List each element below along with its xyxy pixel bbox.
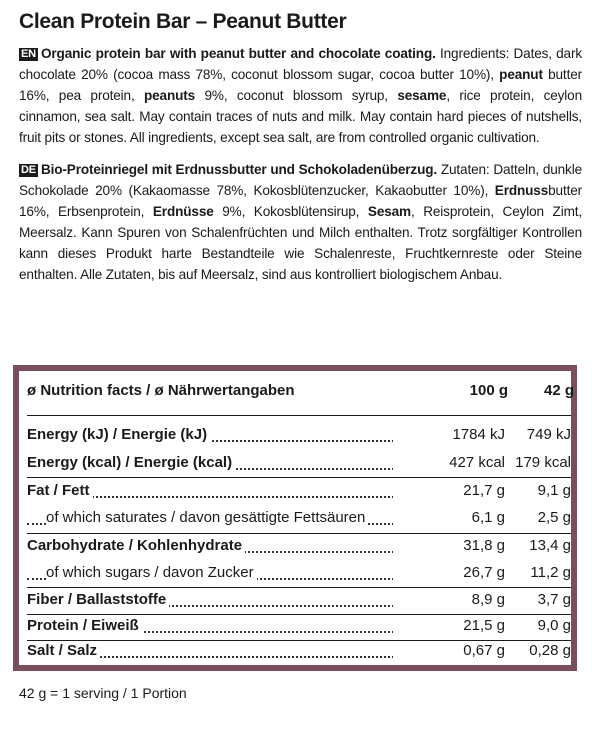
nutrition-row-fat — [27, 482, 571, 504]
nutrition-row-sugars — [27, 564, 571, 586]
de-allergen-erdnuss: Erdnuss — [494, 183, 549, 198]
lang-badge-en: EN — [21, 48, 36, 60]
col-42g-header: 42 g — [543, 382, 574, 399]
nutrition-header — [27, 382, 574, 402]
value-42g: 13,4 g — [529, 537, 571, 554]
de-text-1: Zutaten: Datteln, dunkle Schokolade 20% (Kakaomasse 78%, Kokosblütenzucker, Kakaobutter 10%), — [19, 162, 582, 198]
lang-badge-de: DE — [21, 164, 36, 176]
value-100g: 21,5 g — [393, 617, 505, 634]
row-label: of which sugars / davon Zucker — [46, 564, 257, 581]
row-divider — [27, 640, 571, 641]
value-42g: 9,0 g — [537, 617, 571, 634]
de-text-4: , Reisprotein, Ceylon Zimt, Meersalz. Kann Spuren von Schalenfrüchten und Milch enthalten. Trotz sorgfältiger Kontrollen kann dieses Produkt harte Bestandteile wie Schalenreste, Fruchtkernreste oder Steine enthalten. Alle Zutaten, bis auf Meersalz, sind aus kontrolliert biologischem Anbau. — [19, 204, 583, 282]
ingredients-english — [19, 43, 582, 148]
value-100g: 1784 kJ — [393, 426, 505, 443]
row-label: Salt / Salz — [27, 642, 100, 659]
row-divider — [27, 533, 571, 534]
en-text-1: Ingredients: Dates, dark chocolate 20% (cocoa mass 78%, coconut blossom sugar, cocoa butter 10%), — [19, 46, 582, 82]
en-allergen-peanuts: peanuts — [143, 88, 196, 103]
nutrition-row-carbohydrate — [27, 537, 571, 559]
row-label: Fiber / Ballaststoffe — [27, 591, 169, 608]
nutrition-row-saturates — [27, 509, 571, 531]
de-allergen-sesam: Sesam — [367, 204, 411, 219]
value-42g: 0,28 g — [529, 642, 571, 659]
de-lead: Bio-Proteinriegel mit Erdnussbutter und Schokoladenüberzug. — [40, 162, 438, 177]
row-label: Energy (kcal) / Energie (kcal) — [27, 454, 235, 471]
value-100g: 8,9 g — [393, 591, 505, 608]
row-label: Protein / Eiweiß — [27, 617, 142, 634]
de-text-3: 9%, Kokosblütensirup, — [213, 204, 368, 219]
row-label: Energy (kJ) / Energie (kJ) — [27, 426, 210, 443]
value-42g: 179 kcal — [515, 454, 571, 471]
nutrition-row-protein — [27, 617, 571, 639]
header-divider — [27, 415, 571, 416]
row-divider — [27, 587, 571, 588]
value-100g: 26,7 g — [393, 564, 505, 581]
col-100g-header: 100 g — [469, 382, 508, 399]
nutrition-row-energy-kcal — [27, 454, 571, 476]
ingredients-german — [19, 159, 582, 285]
en-text-3: 9%, coconut blossom syrup, — [195, 88, 398, 103]
product-title: Clean Protein Bar – Peanut Butter — [19, 10, 347, 33]
value-100g: 21,7 g — [393, 482, 505, 499]
nutrition-row-salt — [27, 642, 571, 664]
value-42g: 749 kJ — [526, 426, 571, 443]
value-42g: 3,7 g — [537, 591, 571, 608]
row-label: of which saturates / davon gesättigte Fettsäuren — [46, 509, 368, 526]
serving-note: 42 g = 1 serving / 1 Portion — [19, 685, 187, 701]
de-text-2: butter 16%, Erbsenprotein, — [19, 183, 582, 219]
value-100g: 427 kcal — [393, 454, 505, 471]
row-label: Fat / Fett — [27, 482, 93, 499]
value-100g: 0,67 g — [393, 642, 505, 659]
en-text-2: butter 16%, pea protein, — [19, 67, 582, 103]
en-allergen-sesame: sesame — [397, 88, 447, 103]
value-42g: 9,1 g — [537, 482, 571, 499]
row-divider — [27, 614, 571, 615]
value-42g: 11,2 g — [530, 564, 571, 581]
nutrition-header-label: ø Nutrition facts / ø Nährwertangaben — [27, 382, 295, 399]
value-42g: 2,5 g — [537, 509, 571, 526]
en-allergen-peanut: peanut — [499, 67, 543, 82]
value-100g: 6,1 g — [393, 509, 505, 526]
en-lead: Organic protein bar with peanut butter and chocolate coating. — [40, 46, 436, 61]
row-divider — [27, 477, 571, 478]
en-text-4: , rice protein, ceylon cinnamon, sea salt. May contain traces of nuts and milk. May contain hard pieces of nutshells, fruit pits or stones. All ingredients, except sea salt, are from controlled organic cultivation. — [19, 88, 582, 145]
de-allergen-erdnuesse: Erdnüsse — [152, 204, 214, 219]
nutrition-row-fiber — [27, 591, 571, 613]
row-label: Carbohydrate / Kohlenhydrate — [27, 537, 245, 554]
nutrition-row-energy-kj — [27, 426, 571, 448]
value-100g: 31,8 g — [393, 537, 505, 554]
